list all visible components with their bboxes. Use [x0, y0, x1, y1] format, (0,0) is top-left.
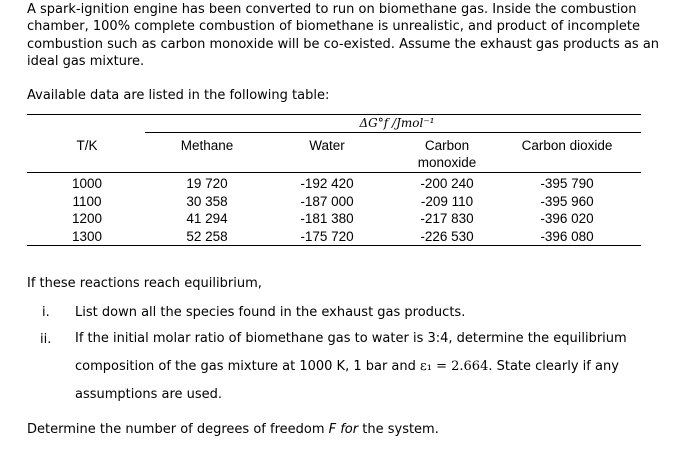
column-methane: [157, 175, 257, 245]
table-cell: -396 080: [540, 228, 594, 244]
table-cell: -200 240: [420, 176, 474, 191]
table-cell: -192 420: [300, 176, 354, 191]
problem-intro: A spark-ignition engine has been converted to run on biomethane gas. Inside the combustion chamber, 100% complete combustion of biomethane is unrealistic, and product of incomplete combustion such as carbon monoxide will be co-existed. Assume the exhaust gas products as an ideal gas mixture.: [27, 2, 660, 69]
table-cell: 30 358: [186, 193, 228, 209]
table-cell: -187 000: [300, 193, 354, 209]
table-bottom-rule: [27, 245, 641, 246]
table-cell: 1300: [71, 228, 103, 244]
final-italic: F for: [328, 422, 359, 437]
table-cell: 19 720: [186, 176, 228, 191]
header-methane: Methane: [180, 138, 234, 153]
table-cell: -209 110: [420, 193, 474, 209]
header-carbon-dioxide: Carbon dioxide: [521, 138, 613, 153]
header-carbon-monoxide-line2: monoxide: [417, 155, 477, 170]
item-ii-part1: If the initial molar ratio of biomethane gas to water is 3:4, determine the equilibrium composition of the gas mixture at 1000 K, 1 bar and: [75, 331, 627, 374]
gibbs-energy-table: [27, 114, 641, 246]
column-carbon-monoxide: [397, 175, 497, 245]
table-cell: -396 020: [540, 211, 594, 226]
final-part2: the system.: [358, 422, 439, 437]
table-cell: 1100: [72, 193, 102, 209]
table-cell: -217 830: [420, 211, 474, 226]
table-cell: -181 380: [300, 211, 354, 226]
table-header-rule: [27, 172, 641, 173]
column-water: [277, 175, 377, 245]
table-cell: 1000: [71, 176, 103, 191]
table-cell: -226 530: [420, 228, 474, 244]
table-cell: 52 258: [186, 228, 228, 244]
epsilon-value: ε₁ = 2.664.: [420, 359, 493, 374]
degrees-of-freedom-question: [27, 422, 439, 437]
header-water: Water: [309, 138, 345, 153]
equilibrium-lead: If these reactions reach equilibrium,: [27, 276, 262, 291]
item-i-text: List down all the species found in the exhaust gas products.: [75, 305, 466, 320]
table-group-header: ΔG°f /Jmol⁻¹: [359, 116, 435, 130]
column-carbon-dioxide: [517, 175, 617, 245]
item-i-number: i.: [42, 305, 50, 320]
header-temperature: T/K: [76, 138, 98, 153]
table-top-rule: [27, 114, 641, 115]
item-ii-number: ii.: [40, 332, 52, 347]
table-cell: -395 790: [540, 176, 594, 191]
table-cell: 1200: [71, 211, 103, 226]
available-data-caption: Available data are listed in the following table:: [27, 88, 330, 103]
table-cell: -395 960: [540, 193, 594, 209]
table-cell: 41 294: [186, 211, 228, 226]
table-group-rule: [145, 132, 641, 133]
column-temperature: [47, 175, 127, 245]
header-carbon-monoxide-line1: Carbon: [424, 138, 470, 153]
item-ii-text: [75, 325, 645, 409]
table-cell: -175 720: [300, 228, 354, 244]
item-ii-part2: State clearly if any assumptions are used.: [75, 359, 619, 402]
final-part1: Determine the number of degrees of freedom: [27, 422, 329, 437]
